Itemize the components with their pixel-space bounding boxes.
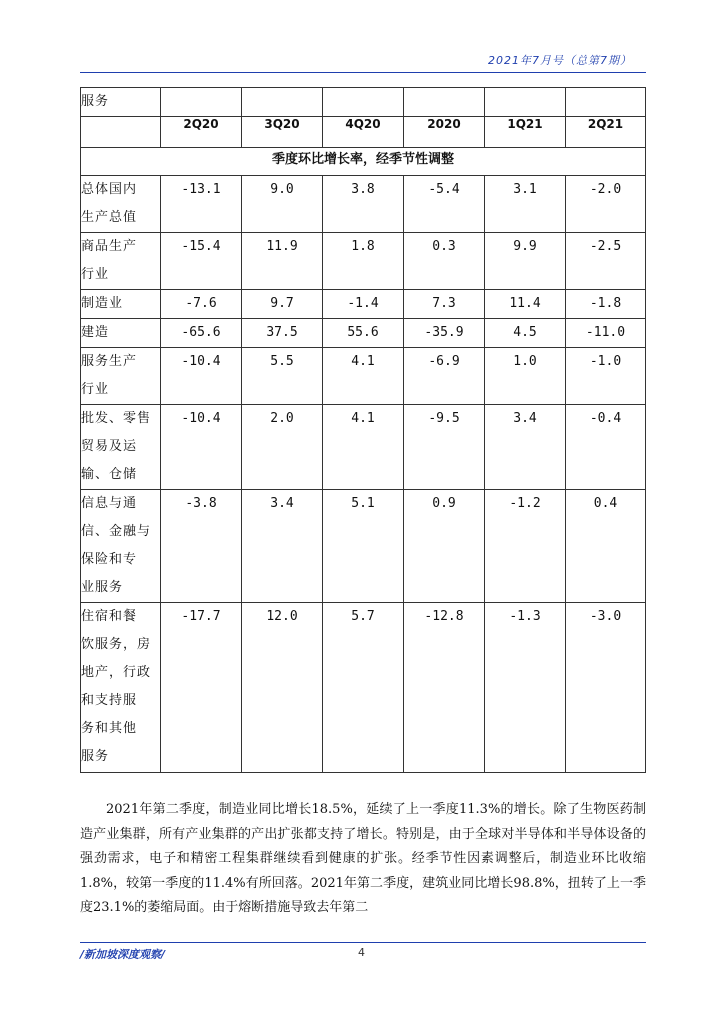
column-header: 3Q20: [242, 117, 323, 148]
table-row: [81, 490, 646, 603]
table-cell: -11.0: [566, 319, 646, 348]
section-row: [81, 148, 646, 176]
row-label-line: 服务: [81, 749, 110, 764]
row-label-line: 信息与通: [81, 496, 138, 511]
table-cell: 5.5: [242, 348, 323, 405]
page-number: 4: [358, 946, 365, 959]
table-cell: -3.8: [161, 490, 242, 603]
table-cell: -1.2: [485, 490, 566, 603]
table-cell: -1.3: [485, 603, 566, 773]
table-row: [81, 290, 646, 319]
row-label: [81, 348, 161, 405]
column-header: 2Q20: [161, 117, 242, 148]
table-cell: 1.8: [323, 233, 404, 290]
column-header: 2020: [404, 117, 485, 148]
table-cell: 3.8: [323, 176, 404, 233]
section-title: 季度环比增长率，经季节性调整: [81, 148, 646, 176]
table-cell: -1.8: [566, 290, 646, 319]
table-cell: 3.1: [485, 176, 566, 233]
row-label-line: 服务生产: [81, 354, 138, 369]
table-cell: -5.4: [404, 176, 485, 233]
table-cell: 5.7: [323, 603, 404, 773]
table-cell: 9.0: [242, 176, 323, 233]
growth-table: [80, 87, 646, 773]
table-cell: -0.4: [566, 405, 646, 490]
row-label: [81, 290, 161, 319]
table-cell: -2.5: [566, 233, 646, 290]
table-cell: -10.4: [161, 348, 242, 405]
row-label: [81, 603, 161, 773]
table-row: [81, 319, 646, 348]
row-label-line: 信、金融与: [81, 524, 152, 539]
row-label-line: 批发、零售: [81, 411, 152, 426]
row-label-line: 业服务: [81, 580, 124, 595]
row-label-line: 保险和专: [81, 552, 138, 567]
row-label: [81, 490, 161, 603]
body-paragraph: 2021年第二季度，制造业同比增长18.5%，延续了上一季度11.3%的增长。除了生物医药制造产业集群，所有产业集群的产出扩张都支持了增长。特别是，由于全球对半导体和半导体设备的强劲需求，电子和精密工程集群继续看到健康的扩张。经季节性因素调整后，制造业环比收缩1.8%，较第一季度的11.4%有所回落。2021年第二季度，建筑业同比增长98.8%，扭转了上一季度23.1%的萎缩局面。由于熔断措施导致去年第二: [80, 802, 646, 915]
table-cell: -1.4: [323, 290, 404, 319]
row-label-line: 和支持服: [81, 693, 138, 708]
table-cell: 12.0: [242, 603, 323, 773]
table-top-row: [81, 88, 646, 117]
table-row: [81, 405, 646, 490]
table-cell: 7.3: [404, 290, 485, 319]
table-cell: 55.6: [323, 319, 404, 348]
table-cell: 0.3: [404, 233, 485, 290]
row-label: [81, 319, 161, 348]
table-cell: -35.9: [404, 319, 485, 348]
table-cell: 3.4: [242, 490, 323, 603]
table-cell: 4.1: [323, 348, 404, 405]
table-cell: 11.4: [485, 290, 566, 319]
table-cell: 0.9: [404, 490, 485, 603]
column-header: 4Q20: [323, 117, 404, 148]
row-label-line: 输、仓储: [81, 467, 138, 482]
row-label-line: 商品生产: [81, 239, 138, 254]
row-label: [81, 405, 161, 490]
row-label-line: 行业: [81, 382, 110, 397]
table-cell: 2.0: [242, 405, 323, 490]
table-header-row: [81, 117, 646, 148]
table-cell: 0.4: [566, 490, 646, 603]
footer-divider: [80, 942, 646, 943]
table-cell: 4.5: [485, 319, 566, 348]
row-label-line: 贸易及运: [81, 439, 138, 454]
table-cell: -13.1: [161, 176, 242, 233]
column-header: 2Q21: [566, 117, 646, 148]
journal-name: /新加坡深度观察/: [80, 948, 166, 961]
table-cell: -3.0: [566, 603, 646, 773]
table-cell: 3.4: [485, 405, 566, 490]
table-cell: -9.5: [404, 405, 485, 490]
table-cell: 1.0: [485, 348, 566, 405]
table-row: [81, 233, 646, 290]
table-cell: -17.7: [161, 603, 242, 773]
table-cell: 9.9: [485, 233, 566, 290]
row-label-line: 住宿和餐: [81, 609, 138, 624]
table-cell: -12.8: [404, 603, 485, 773]
row-label: [81, 176, 161, 233]
row-label-line: 建造: [81, 325, 110, 340]
header-divider: [80, 72, 646, 73]
table-cell: -15.4: [161, 233, 242, 290]
row-label-line: 地产，行政: [81, 665, 152, 680]
top-row-label: 服务: [81, 88, 161, 117]
table-cell: 4.1: [323, 405, 404, 490]
row-label-line: 饮服务，房: [81, 637, 152, 652]
row-label-line: 行业: [81, 267, 110, 282]
table-cell: -6.9: [404, 348, 485, 405]
row-label-line: 总体国内: [81, 182, 138, 197]
row-label-line: 制造业: [81, 296, 124, 311]
table-row: [81, 348, 646, 405]
table-cell: 9.7: [242, 290, 323, 319]
table-cell: -1.0: [566, 348, 646, 405]
table-cell: 5.1: [323, 490, 404, 603]
column-header: 1Q21: [485, 117, 566, 148]
table-cell: -10.4: [161, 405, 242, 490]
table-row: [81, 603, 646, 773]
issue-label: 2021年7月号（总第7期）: [488, 54, 632, 67]
table-cell: -65.6: [161, 319, 242, 348]
table-cell: 37.5: [242, 319, 323, 348]
table-cell: -2.0: [566, 176, 646, 233]
table-row: [81, 176, 646, 233]
row-label-line: 生产总值: [81, 210, 138, 225]
row-label-line: 务和其他: [81, 721, 138, 736]
row-label: [81, 233, 161, 290]
table-cell: -7.6: [161, 290, 242, 319]
table-cell: 11.9: [242, 233, 323, 290]
